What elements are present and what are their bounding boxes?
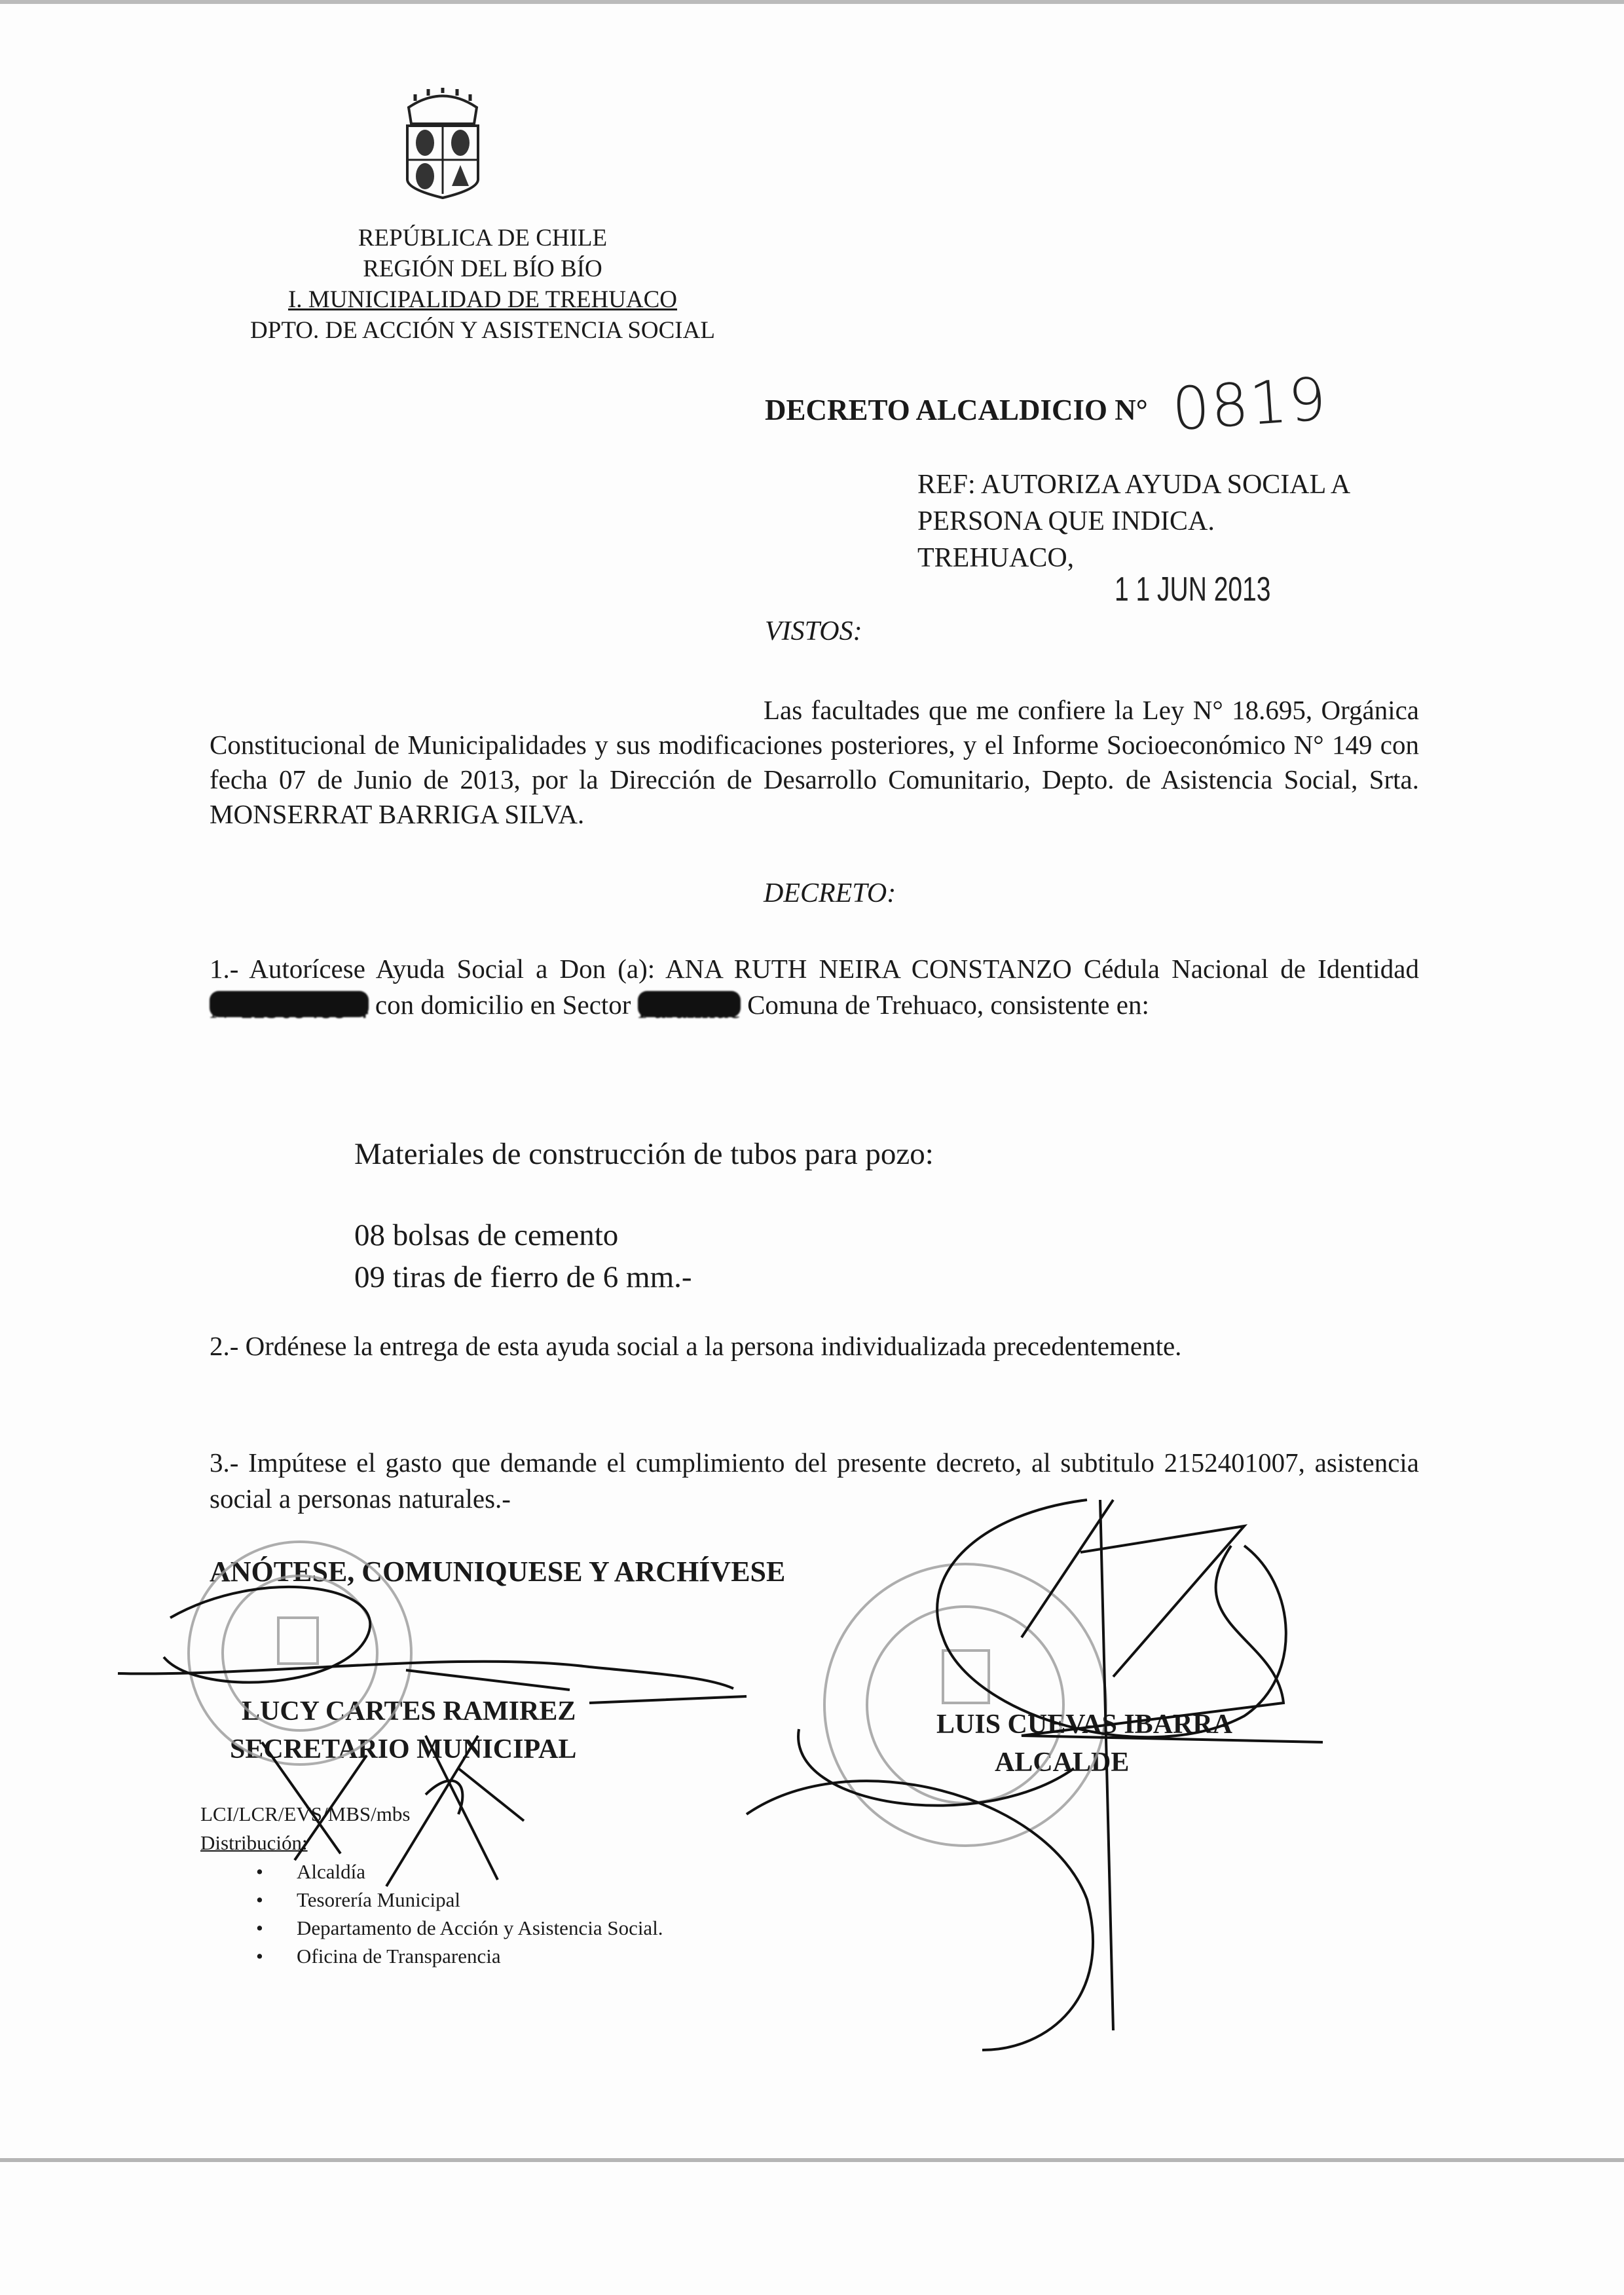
redacted-sector: Puralihue [638,991,741,1017]
secretary-title: SECRETARIO MUNICIPAL [230,1734,577,1764]
bullet-icon: • [256,1860,263,1883]
header-country: REPÚBLICA DE CHILE [358,225,608,252]
distribution-item [256,1914,663,1942]
article-1 [210,951,1419,1023]
vistos-label: VISTOS: [765,616,862,646]
scan-edge-bottom [0,2158,1624,2162]
materials-item: 08 bolsas de cemento [354,1218,619,1252]
decree-number-handwritten: 0819 [1170,364,1330,445]
municipal-crest-icon [402,88,483,199]
mayor-name: LUIS CUEVAS IBARRA [936,1709,1233,1740]
distribution-item [256,1857,663,1886]
scan-edge-top [0,0,1624,4]
distribution-item-label: Alcaldía [297,1860,366,1883]
distribution-item [256,1942,663,1970]
header-block [155,223,810,346]
secretary-name: LUCY CARTES RAMIREZ [242,1696,576,1726]
bullet-icon: • [256,1916,263,1939]
distribution-list [256,1857,663,1970]
materials-list [354,1214,692,1298]
date-stamp: 1 1 JUN 2013 [1115,570,1271,608]
distribution-item-label: Departamento de Acción y Asistencia Social. [297,1916,663,1939]
article-3: 3.- Impútese el gasto que demande el cumplimiento del presente decreto, al subtitulo 2152401007, asistencia social a personas naturales.- [210,1447,1419,1514]
header-department: DPTO. DE ACCIÓN Y ASISTENCIA SOCIAL [250,317,715,344]
mayor-title: ALCALDE [995,1747,1130,1778]
initials: LCI/LCR/EVS/MBS/mbs [200,1802,411,1825]
closing-formula: ANÓTESE, COMUNIQUESE Y ARCHÍVESE [210,1556,786,1588]
ref-line: PERSONA QUE INDICA. [917,506,1215,536]
materials-title: Materiales de construcción de tubos para pozo: [354,1137,934,1171]
article-1-text: 1.- Autorícese Ayuda Social a Don (a): ANA RUTH NEIRA CONSTANZO Cédula Nacional de Identidad [210,954,1419,984]
distribution-item [256,1886,663,1914]
article-2: 2.- Ordénese la entrega de esta ayuda social a la persona individualizada precedentemente. [210,1331,1182,1361]
distribution-item-label: Oficina de Transparencia [297,1945,501,1968]
header-municipality: I. MUNICIPALIDAD DE TREHUACO [287,286,678,313]
article-1-text: Comuna de Trehuaco, consistente en: [747,990,1149,1020]
redacted-id: N°11568488-4 [210,991,369,1017]
bullet-icon: • [256,1945,263,1968]
decree-title: DECRETO ALCALDICIO N° [765,394,1148,426]
ref-line: REF: AUTORIZA AYUDA SOCIAL A [917,470,1351,500]
stamp-right [824,1564,1106,1846]
ref-block [917,466,1350,576]
header-region: REGIÓN DEL BÍO BÍO [363,255,602,282]
materials-item: 09 tiras de fierro de 6 mm.- [354,1260,692,1294]
distribution-item-label: Tesorería Municipal [297,1888,461,1911]
decreto-label: DECRETO: [764,878,896,908]
bullet-icon: • [256,1888,263,1911]
vistos-paragraph: Las facultades que me confiere la Ley N° 18.695, Orgánica Constitucional de Municipalidades y sus modificaciones posteriores, y el Informe Socioeconómico N° 149 con fecha 07 de Junio de 2013, por la Dirección de Desarrollo Comunitario, Depto. de Asistencia Social, Srta. MONSERRAT BARRIGA SILVA. [210,695,1419,829]
article-1-text: con domicilio en Sector [375,990,631,1020]
place-label: TREHUACO, [917,543,1075,573]
distribution-label: Distribución: [200,1831,308,1854]
